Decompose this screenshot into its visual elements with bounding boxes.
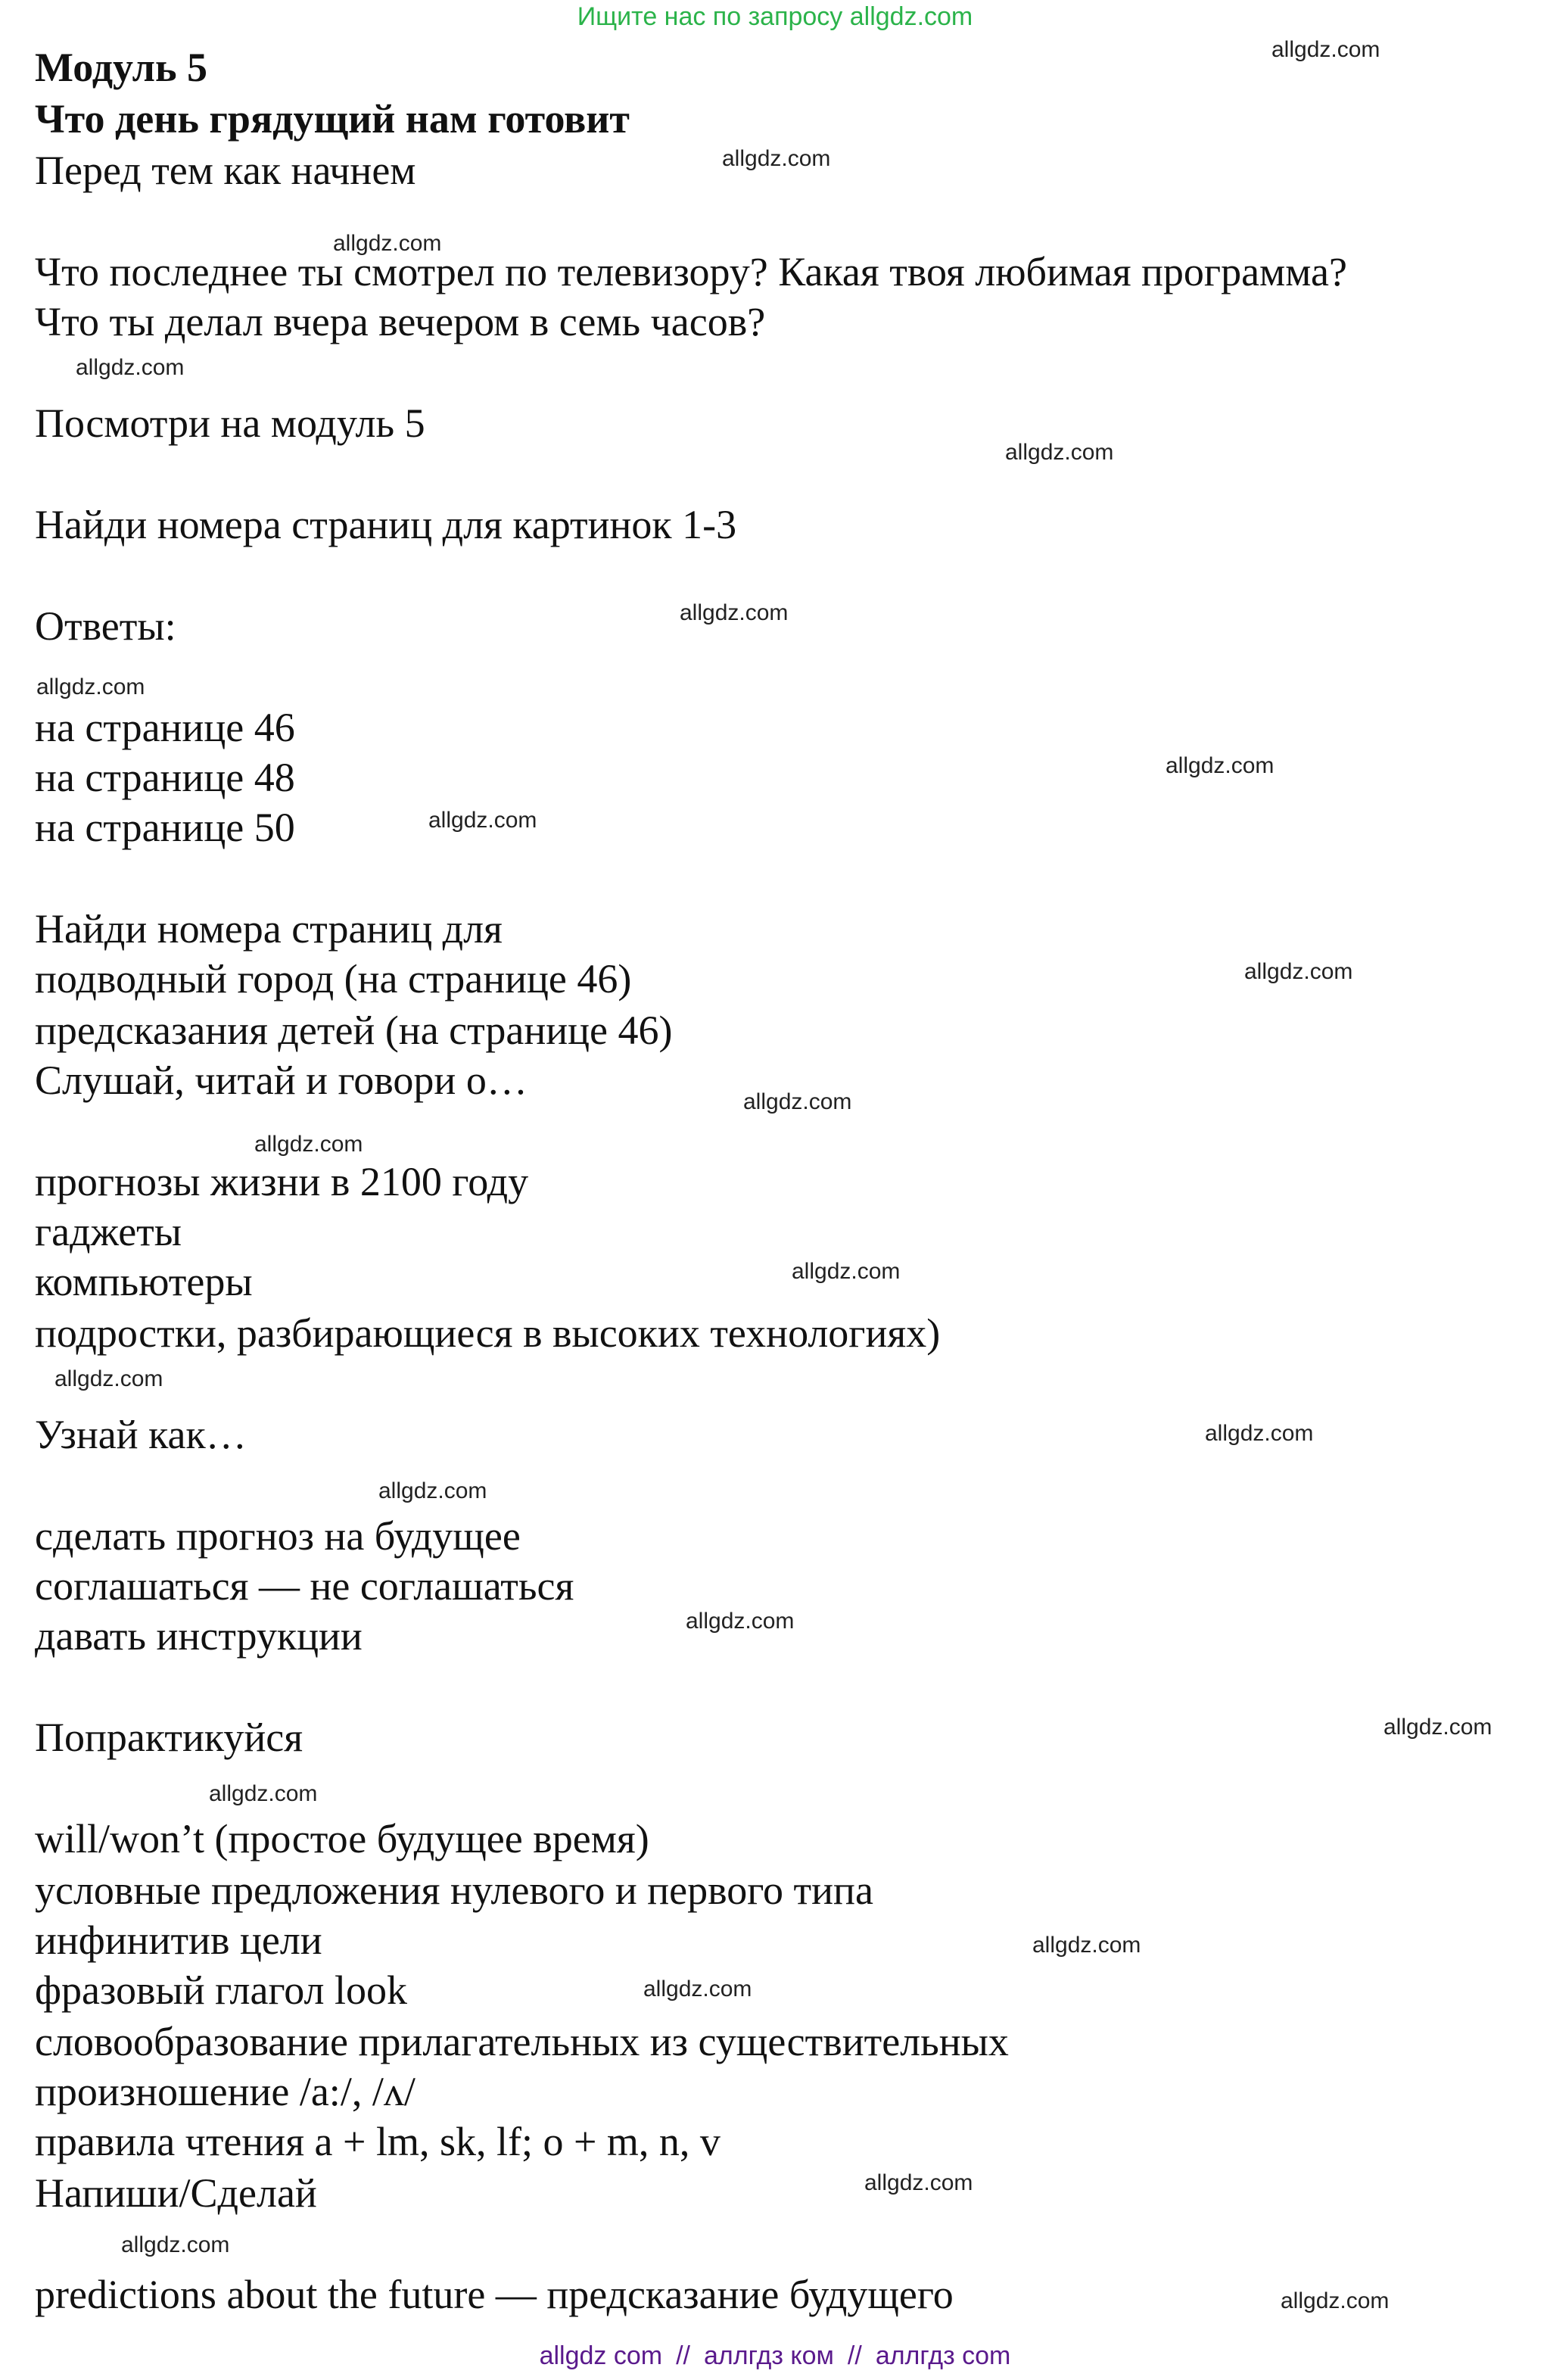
watermark: allgdz.com [36, 674, 145, 699]
answers-heading: Ответы: [35, 603, 176, 649]
section-heading: Попрактикуйся [35, 1715, 303, 1760]
list-item: давать инструкции [35, 1613, 363, 1659]
list-item: компьютеры [35, 1259, 253, 1304]
watermark: allgdz.com [1383, 1715, 1492, 1740]
watermark: allgdz.com [333, 231, 442, 256]
watermark: allgdz.com [54, 1366, 163, 1391]
list-item: произношение /a:/, /ʌ/ [35, 2069, 416, 2114]
list-item: инфинитив цели [35, 1917, 322, 1963]
list-item: гаджеты [35, 1209, 182, 1254]
list-item: соглашаться — не соглашаться [35, 1563, 574, 1609]
footer-link[interactable]: аллгдз ком [704, 2341, 834, 2370]
watermark: allgdz.com [76, 355, 185, 380]
answer-line: предсказания детей (на странице 46) [35, 1008, 673, 1053]
watermark: allgdz.com [1281, 2288, 1390, 2313]
footer-link[interactable]: allgdz com [539, 2341, 663, 2370]
list-item: фразовый глагол look [35, 1967, 408, 2013]
watermark: allgdz.com [864, 2170, 973, 2195]
answer-line: на странице 48 [35, 755, 295, 800]
section-heading: Узнай как… [35, 1412, 247, 1457]
watermark: allgdz.com [1166, 753, 1275, 778]
list-item: прогнозы жизни в 2100 году [35, 1159, 529, 1204]
watermark: allgdz.com [743, 1089, 852, 1114]
module-title: Модуль 5 [35, 45, 208, 90]
list-item: сделать прогноз на будущее [35, 1513, 521, 1559]
watermark: allgdz.com [254, 1132, 363, 1157]
watermark: allgdz.com [428, 808, 537, 833]
footer [0, 2341, 1550, 2371]
section-heading: Перед тем как начнем [35, 148, 416, 193]
section-heading: Напиши/Сделай [35, 2170, 317, 2216]
watermark: allgdz.com [1244, 959, 1353, 984]
section-heading: Слушай, читай и говори о… [35, 1058, 528, 1103]
footer-link[interactable]: аллгдз com [875, 2341, 1011, 2370]
list-item: подростки, разбирающиеся в высоких технологиях) [35, 1310, 941, 1356]
watermark: allgdz.com [209, 1781, 318, 1806]
question-line: Что последнее ты смотрел по телевизору? Какая твоя любимая программа? [35, 249, 1347, 294]
answer-line: на странице 50 [35, 805, 295, 850]
footer-separator: // [676, 2341, 691, 2370]
answer-line: на странице 46 [35, 705, 295, 750]
watermark: allgdz.com [1032, 1933, 1141, 1958]
watermark: allgdz.com [643, 1977, 752, 2002]
watermark: allgdz.com [686, 1609, 795, 1634]
instruction-line: Найди номера страниц для [35, 906, 503, 952]
watermark: allgdz.com [722, 146, 831, 171]
list-item: словообразование прилагательных из существительных [35, 2019, 1009, 2064]
answer-line: подводный город (на странице 46) [35, 956, 632, 1002]
question-line: Что ты делал вчера вечером в семь часов? [35, 299, 766, 344]
watermark: allgdz.com [1005, 440, 1114, 465]
instruction-line: Найди номера страниц для картинок 1-3 [35, 502, 737, 547]
watermark: allgdz.com [680, 600, 789, 625]
list-item: условные предложения нулевого и первого типа [35, 1868, 873, 1913]
instruction-line: Посмотри на модуль 5 [35, 400, 425, 446]
watermark: allgdz.com [1271, 37, 1380, 62]
top-banner: Ищите нас по запросу allgdz.com [577, 2, 973, 31]
module-subtitle: Что день грядущий нам готовит [35, 96, 630, 142]
watermark: allgdz.com [121, 2232, 230, 2257]
footer-separator: // [847, 2341, 862, 2370]
watermark: allgdz.com [1205, 1421, 1314, 1446]
list-item: predictions about the future — предсказание будущего [35, 2272, 954, 2317]
watermark: allgdz.com [378, 1478, 487, 1503]
list-item: will/won’t (простое будущее время) [35, 1816, 649, 1861]
watermark: allgdz.com [792, 1259, 901, 1284]
list-item: правила чтения a + lm, sk, lf; o + m, n, v [35, 2119, 721, 2164]
